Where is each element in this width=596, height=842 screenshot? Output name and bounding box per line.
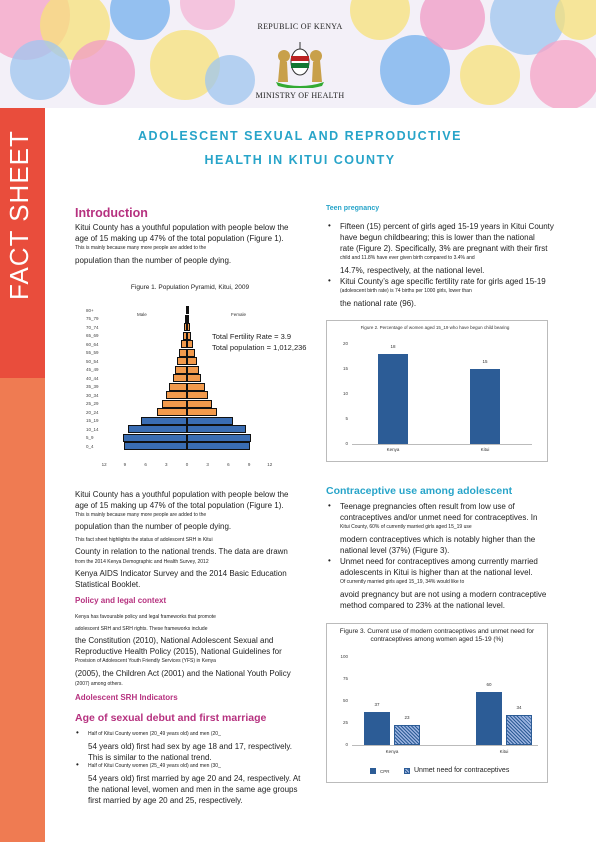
asrh-heading: Adolescent SRH Indicators: [75, 693, 178, 702]
figure2-category-label: Kenya: [386, 447, 400, 452]
figure3-bar-unmet-need: [506, 715, 532, 745]
pyramid-age-label: 60_64: [86, 341, 99, 347]
policy-text-small: (2007) among others.: [75, 681, 123, 687]
contraceptive-text-small: Kitui County, 60% of currently married girls aged 15_19 use: [340, 524, 472, 530]
pyramid-female-bar: [187, 374, 201, 382]
pyramid-male-bar: [124, 442, 187, 450]
pyramid-age-label: 0_4: [86, 443, 94, 449]
pyramid-female-bar: [187, 425, 246, 433]
pyramid-x-tick: 3: [165, 462, 168, 467]
pyramid-age-label: 35_39: [86, 384, 99, 389]
page-subtitle: HEALTH IN KITUI COUNTY: [204, 153, 396, 167]
pyramid-x-tick: 9: [247, 462, 251, 467]
figure3-bar-unmet-need: [394, 725, 420, 745]
pyramid-male-bar: [123, 434, 187, 442]
pyramid-male-bar: [141, 417, 187, 425]
pyramid-x-tick: 6: [227, 462, 230, 467]
pyramid-age-label: 20_24: [86, 409, 99, 415]
intro-text: Kenya AIDS Indicator Survey and the 2014 Basic Education: [75, 569, 287, 578]
figure1-title: Figure 1. Population Pyramid, Kitui, 2009: [130, 284, 250, 291]
bullet-icon: •: [328, 501, 331, 510]
teen-heading: Teen pregnancy: [326, 205, 380, 212]
decor-circle: [460, 45, 520, 105]
pyramid-female-bar: [187, 442, 250, 450]
bullet-icon: •: [328, 276, 331, 285]
bullet-icon: •: [76, 728, 79, 737]
figure2-bar: [378, 354, 408, 444]
pyramid-age-label: 55_59: [86, 350, 99, 355]
ministry-label: MINISTRY OF HEALTH: [255, 91, 345, 100]
bullet-icon: •: [328, 556, 331, 565]
header-banner: [0, 0, 596, 108]
pyramid-x-tick: 3: [206, 462, 209, 467]
figure3-y-tick: 100: [340, 654, 348, 659]
figure2-y-tick: 20: [342, 341, 348, 346]
teen-text: Kitui County’s age specific fertility rate for girls aged 15-19: [340, 277, 546, 286]
pyramid-age-label: 10_14: [86, 426, 99, 432]
pyramid-age-label: 25_29: [86, 401, 99, 406]
policy-text: Reproductive Health Policy (2015), National Guidelines for: [75, 647, 282, 656]
decor-circle: [10, 40, 70, 100]
figure3-data-label: 37: [374, 702, 380, 708]
pyramid-x-tick: 12: [267, 462, 273, 467]
intro-heading: Introduction: [75, 206, 148, 220]
policy-heading: Policy and legal context: [75, 596, 167, 605]
teen-text: 14.7%, respectively, at the national level.: [340, 266, 485, 275]
teen-text: the national rate (96).: [340, 299, 417, 308]
pyramid-male-bar: [173, 374, 187, 382]
age-text: the national level, women and men in the same age groups: [88, 785, 298, 794]
intro-text: population than the number of people dying.: [75, 522, 232, 531]
teen-text-small: (adolescent birth rate) is 74 births per 1000 girls, lower than: [340, 288, 472, 294]
age-text: first married by age 20 and 25, respectively.: [88, 796, 243, 805]
intro-text: Kitui County has a youthful population with people below the: [75, 490, 289, 499]
contraceptive-text-small: Of currently married girls aged 15_19, 34% would like to: [340, 579, 465, 585]
coat-of-arms-icon: [272, 38, 328, 88]
pyramid-x-tick: 9: [123, 462, 127, 467]
pyramid-male-bar: [175, 366, 187, 374]
age-text: 54 years old) first married by age 20 and 24, respectively. At: [88, 774, 301, 783]
intro-text-small: This fact sheet highlights the status of adolescent SRH in Kitui: [75, 537, 213, 543]
page-title: ADOLESCENT SEXUAL AND REPRODUCTIVE: [138, 129, 462, 143]
figure3-data-label: 60: [486, 682, 492, 688]
intro-text: Kitui County has a youthful population with people below the: [75, 223, 289, 232]
figure3-y-tick: 75: [342, 676, 348, 681]
figure2-data-label: 15: [482, 359, 488, 364]
policy-text-small: Provision of Adolescent Youth Friendly Services (YFS) in Kenya: [75, 658, 216, 664]
intro-text: Statistical Booklet.: [75, 580, 141, 589]
pyramid-female-bar: [187, 408, 217, 416]
pyramid-female-bar: [187, 332, 191, 340]
pyramid-female-bar: [187, 357, 197, 365]
figure3-legend-swatch-cpr: [370, 768, 376, 774]
pyramid-age-label: 50_54: [86, 358, 99, 364]
teen-text: have begun childbearing; this is lower than the national: [340, 233, 535, 242]
contraceptive-text: avoid pregnancy but are not using a modern contraceptive: [340, 590, 547, 599]
figure2-data-label: 18: [390, 344, 396, 349]
policy-text-small: adolescent SRH and SRH rights. These frameworks include: [75, 626, 208, 632]
decor-circle: [110, 0, 170, 40]
pyramid-female-bar: [187, 417, 233, 425]
figure3-data-label: 23: [404, 714, 410, 720]
teen-text: Fifteen (15) percent of girls aged 15-19 years in Kitui County: [340, 222, 554, 231]
figure2-x-axis: [352, 444, 532, 445]
pyramid-male-bar: [162, 400, 187, 408]
figure2-frame: [326, 320, 548, 462]
figure2-title: Figure 2. Percentage of women aged 15_19 who have begun child bearing: [360, 325, 510, 330]
pyramid-male-bar: [128, 425, 187, 433]
age-text-small: Half of Kitui County women (25_49 years old) and men (30_: [88, 763, 221, 769]
figure2-y-tick: 15: [342, 366, 348, 371]
pyramid-female-label: Female: [231, 312, 247, 317]
contraceptive-text: method compared to 23% at the national level.: [340, 601, 505, 610]
pyramid-female-bar: [187, 340, 193, 348]
pyramid-age-label: 40_44: [86, 375, 99, 381]
age-heading: Age of sexual debut and first marriage: [75, 712, 267, 724]
figure2-y-tick: 10: [342, 391, 348, 396]
pyramid-age-label: 70_74: [86, 324, 99, 330]
teen-text: rate (Figure 2). Specifically, 3% are pregnant with their first: [340, 244, 548, 253]
figure3-legend-swatch-unmet: [404, 768, 410, 774]
pyramid-population-note: Total population = 1,012,236: [212, 343, 307, 352]
age-text-small: Half of Kitui County women (20_49 years old) and men (20_: [88, 731, 221, 737]
pyramid-female-bar: [187, 315, 189, 323]
decor-circle: [530, 40, 596, 108]
pyramid-male-bar: [166, 391, 187, 399]
decor-circle: [70, 40, 135, 105]
pyramid-female-bar: [187, 323, 190, 331]
pyramid-female-bar: [187, 366, 199, 374]
figure3-bar-cpr: [364, 712, 390, 745]
figure3-category-label: Kitui: [499, 749, 509, 754]
figure3-title: Figure 3. Current use of modern contraceptives and unmet need for contraceptives among women aged 15-19 (%): [339, 628, 535, 643]
intro-text-small: This is mainly because many more people are added to the: [75, 245, 207, 251]
figure3-y-tick: 0: [345, 742, 348, 747]
figure3-legend-label-unmet: Unmet need for contraceptives: [414, 767, 510, 774]
pyramid-male-bar: [179, 349, 187, 357]
intro-text-small: This is mainly because many more people are added to the: [75, 512, 207, 518]
figure2-bar: [470, 369, 500, 444]
figure3-data-label: 34: [516, 705, 522, 711]
intro-text-small: from the 2014 Kenya Demographic and Health Survey, 2012: [75, 559, 209, 565]
age-text: 54 years old) first had sex by age 18 and 17, respectively.: [88, 742, 292, 751]
intro-text: population than the number of people dying.: [75, 256, 232, 265]
pyramid-x-tick: 12: [101, 462, 107, 467]
contraceptive-text: contraceptives and/or unmet need for contraceptives. In: [340, 513, 538, 522]
pyramid-female-bar: [187, 383, 205, 391]
republic-label: REPUBLIC OF KENYA: [257, 22, 343, 31]
decor-circle: [350, 0, 410, 40]
pyramid-age-label: 15_19: [86, 418, 99, 423]
pyramid-age-label: 80+: [86, 307, 94, 313]
contraceptive-text: adolescents in Kitui is higher than at the national level.: [340, 568, 533, 577]
figure2-y-tick: 0: [345, 441, 348, 446]
decor-circle: [180, 0, 235, 30]
pyramid-female-bar: [187, 434, 251, 442]
figure3-x-axis: [352, 745, 538, 746]
pyramid-age-label: 75_79: [86, 316, 99, 321]
figure3-frame: [326, 623, 548, 783]
intro-text: County in relation to the national trends. The data are drawn: [75, 547, 288, 556]
figure3-legend-label-cpr: CPR: [380, 769, 390, 774]
pyramid-female-bar: [187, 391, 208, 399]
pyramid-age-label: 30_34: [86, 392, 99, 398]
figure2-y-tick: 5: [345, 416, 348, 421]
contraceptive-text: national level (37%) (Figure 3).: [340, 546, 450, 555]
pyramid-male-bar: [157, 408, 187, 416]
pyramid-male-bar: [169, 383, 187, 391]
pyramid-male-bar: [177, 357, 187, 365]
contraceptive-text: Teenage pregnancies often result from low use of: [340, 502, 515, 511]
pyramid-male-label: Male: [137, 312, 147, 317]
bullet-icon: •: [328, 221, 331, 230]
pyramid-x-tick: 0: [185, 462, 189, 467]
age-text: This is similar to the national trend.: [88, 753, 212, 762]
pyramid-age-label: 5_9: [86, 435, 94, 440]
pyramid-age-label: 65_69: [86, 333, 99, 338]
pyramid-tfr-note: Total Fertility Rate = 3.9: [212, 332, 291, 341]
pyramid-age-label: 45_49: [86, 367, 99, 372]
fact-sheet-label: FACT SHEET: [4, 130, 34, 300]
policy-text: the Constitution (2010), National Adolescent Sexual and: [75, 636, 274, 645]
figure3-y-tick: 50: [342, 698, 348, 703]
pyramid-x-tick: 6: [144, 462, 147, 467]
contraceptive-heading: Contraceptive use among adolescent: [326, 485, 513, 497]
policy-text-small: Kenya has favourable policy and legal frameworks that promote: [75, 614, 216, 620]
figure3-category-label: Kenya: [385, 749, 399, 754]
intro-text: age of 15 making up 47% of the total population (Figure 1).: [75, 234, 284, 243]
intro-text: age of 15 making up 47% of the total population (Figure 1).: [75, 501, 284, 510]
pyramid-female-bar: [187, 349, 195, 357]
contraceptive-text: modern contraceptives which is notably higher than the: [340, 535, 536, 544]
bullet-icon: •: [76, 760, 79, 769]
figure2-category-label: Kitui: [480, 447, 490, 452]
figure3-y-tick: 25: [342, 720, 348, 725]
figure3-bar-cpr: [476, 692, 502, 745]
pyramid-female-bar: [187, 306, 189, 314]
policy-text: (2005), the Children Act (2001) and the National Youth Policy: [75, 669, 291, 678]
teen-text-small: child and 11.8% have ever given birth compared to 3.4% and: [340, 255, 475, 261]
contraceptive-text: Unmet need for contraceptives among currently married: [340, 557, 538, 566]
pyramid-female-bar: [187, 400, 212, 408]
